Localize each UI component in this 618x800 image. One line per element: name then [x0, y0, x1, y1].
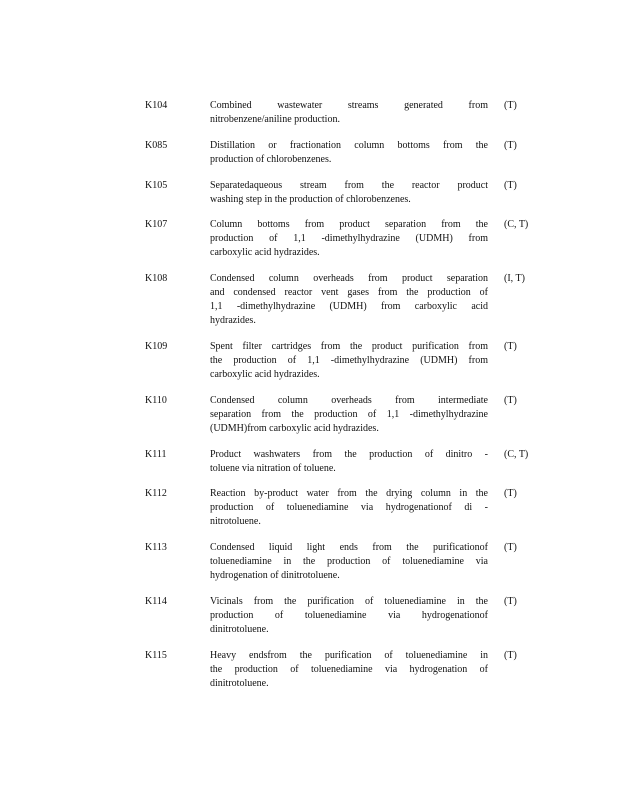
hazard-code: (T)	[504, 488, 517, 499]
hazard-code: (T)	[504, 650, 517, 661]
waste-description	[210, 139, 488, 167]
waste-code: K107	[145, 219, 168, 230]
description-line: Condensed liquid light ends from the purificationof	[210, 542, 488, 553]
description-line: Product washwaters from the production of dinitro -	[210, 449, 488, 460]
description-line: dinitrotoluene.	[210, 624, 269, 635]
description-line: production of toluenediamine via hydrogenationof di -	[210, 502, 488, 513]
description-line: Condensed column overheads from product separation	[210, 273, 488, 284]
waste-code: K108	[145, 273, 168, 284]
waste-code: K112	[145, 488, 167, 499]
waste-description	[210, 179, 488, 207]
waste-description	[210, 272, 488, 328]
description-line: 1,1 -dimethylhydrazine (UDMH) from carboxylic acid	[210, 301, 488, 312]
waste-code: K109	[145, 341, 168, 352]
waste-description	[210, 340, 488, 382]
description-line: nitrobenzene/aniline production.	[210, 114, 340, 125]
description-line: (UDMH)from carboxylic acid hydrazides.	[210, 423, 379, 434]
waste-description	[210, 99, 488, 127]
hazard-code: (C, T)	[504, 449, 529, 460]
hazard-code: (T)	[504, 140, 517, 151]
description-line: the production of toluenediamine via hydrogenation of	[210, 664, 488, 675]
hazard-code: (T)	[504, 100, 517, 111]
hazard-code: (T)	[504, 180, 517, 191]
description-line: the production of 1,1 -dimethylhydrazine (UDMH) from	[210, 355, 488, 366]
hazard-code: (T)	[504, 596, 517, 607]
description-line: Condensed column overheads from intermediate	[210, 395, 488, 406]
waste-description	[210, 541, 488, 583]
waste-description	[210, 394, 488, 436]
waste-code: K114	[145, 596, 167, 607]
waste-code: K085	[145, 140, 168, 151]
description-line: Heavy endsfrom the purification of toluenediamine in	[210, 650, 488, 661]
description-line: production of toluenediamine via hydrogenationof	[210, 610, 488, 621]
hazard-code: (T)	[504, 341, 517, 352]
hazard-code: (T)	[504, 395, 517, 406]
waste-description	[210, 448, 488, 476]
description-line: carboxylic acid hydrazides.	[210, 247, 320, 258]
waste-code: K104	[145, 100, 168, 111]
waste-code: K111	[145, 449, 167, 460]
waste-code: K115	[145, 650, 167, 661]
description-line: hydrogenation of dinitrotoluene.	[210, 570, 340, 581]
description-line: Spent filter cartridges from the product purification from	[210, 341, 488, 352]
description-line: dinitrotoluene.	[210, 678, 269, 689]
description-line: washing step in the production of chlorobenzenes.	[210, 194, 411, 205]
waste-description	[210, 487, 488, 529]
description-line: Separatedaqueous stream from the reactor product	[210, 180, 488, 191]
hazard-code: (I, T)	[504, 273, 525, 284]
description-line: toluene via nitration of toluene.	[210, 463, 336, 474]
description-line: Distillation or fractionation column bottoms from the	[210, 140, 488, 151]
description-line: Combined wastewater streams generated from	[210, 100, 488, 111]
description-line: hydrazides.	[210, 315, 256, 326]
waste-description	[210, 595, 488, 637]
description-line: Vicinals from the purification of toluenediamine in the	[210, 596, 488, 607]
waste-description	[210, 649, 488, 691]
description-line: carboxylic acid hydrazides.	[210, 369, 320, 380]
waste-code: K105	[145, 180, 168, 191]
hazard-code: (T)	[504, 542, 517, 553]
hazard-code: (C, T)	[504, 219, 529, 230]
description-line: production of chlorobenzenes.	[210, 154, 332, 165]
description-line: nitrotoluene.	[210, 516, 261, 527]
description-line: Column bottoms from product separation from the	[210, 219, 488, 230]
description-line: Reaction by-product water from the drying column in the	[210, 488, 488, 499]
description-line: toluenediamine in the production of toluenediamine via	[210, 556, 488, 567]
waste-code: K113	[145, 542, 167, 553]
waste-code: K110	[145, 395, 167, 406]
description-line: and condensed reactor vent gases from the production of	[210, 287, 488, 298]
description-line: separation from the production of 1,1 -dimethylhydrazine	[210, 409, 488, 420]
description-line: production of 1,1 -dimethylhydrazine (UDMH) from	[210, 233, 488, 244]
waste-description	[210, 218, 488, 260]
